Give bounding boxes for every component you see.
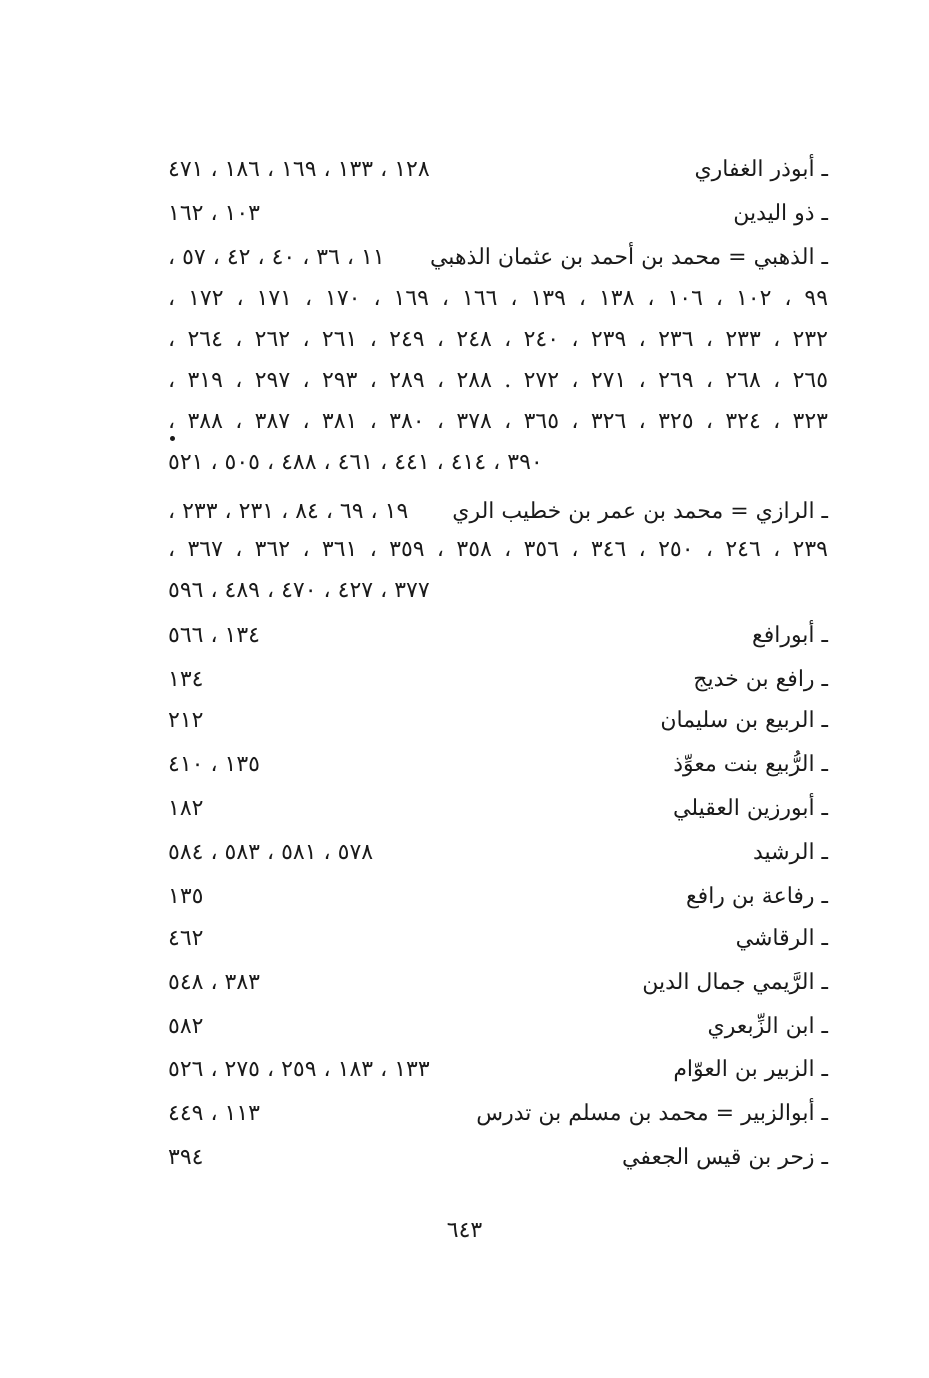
entry-name: ـ الرَّيمي جمال الدين [642, 970, 828, 995]
entry-name: ـ الرقاشي [735, 926, 828, 951]
index-entry [168, 660, 828, 700]
index-continuation [168, 443, 828, 483]
index-entry [168, 1094, 828, 1134]
entry-pages: ٣٨٣ ، ٥٤٨ [168, 970, 260, 995]
entry-pages: ٥٧٨ ، ٥٨١ ، ٥٨٣ ، ٥٨٤ [168, 840, 374, 865]
entry-pages-continued: ٢٦٥ ، ٢٦٨ ، ٢٦٩ ، ٢٧١ ، ٢٧٢ . ٢٨٨ ، ٢٨٩ ، ٢٩٣ ، ٢٩٧ ، ٣١٩ ، [168, 368, 829, 393]
index-entry [168, 492, 828, 532]
index-entry [168, 919, 828, 959]
index-entry [168, 701, 828, 741]
entry-pages: ١٠٣ ، ١٦٢ [168, 201, 260, 226]
index-entry [168, 616, 828, 656]
index-entry [168, 963, 828, 1003]
entry-pages: ١٢٨ ، ١٣٣ ، ١٦٩ ، ١٨٦ ، ٤٧١ [168, 157, 430, 182]
entry-pages: ١١ ، ٣٦ ، ٤٠ ، ٤٢ ، ٥٧ ، [168, 245, 385, 270]
entry-name: ـ زحر بن قيس الجعفي [622, 1145, 828, 1170]
index-continuation [168, 320, 828, 360]
entry-pages: ١٣٤ ، ٥٦٦ [168, 623, 260, 648]
entry-pages: ٢١٢ [168, 708, 204, 733]
entry-name: ـ ابن الزِّبعري [707, 1014, 828, 1039]
entry-pages-continued: ٩٩ ، ١٠٢ ، ١٠٦ ، ١٣٨ ، ١٣٩ ، ١٦٦ ، ١٦٩ ، ١٧٠ ، ١٧١ ، ١٧٢ ، [168, 286, 829, 311]
ink-dot [170, 436, 175, 441]
entry-pages: ٤٦٢ [168, 926, 204, 951]
index-entry [168, 150, 828, 190]
index-continuation [168, 361, 828, 401]
index-entry [168, 1138, 828, 1178]
index-entry [168, 877, 828, 917]
entry-pages-continued: ٣٧٧ ، ٤٢٧ ، ٤٧٠ ، ٤٨٩ ، ٥٩٦ [168, 578, 430, 603]
entry-pages: ١١٣ ، ٤٤٩ [168, 1101, 260, 1126]
index-entry [168, 1007, 828, 1047]
index-entry [168, 789, 828, 829]
index-continuation [168, 279, 828, 319]
entry-pages: ٥٨٢ [168, 1014, 204, 1039]
entry-pages-continued: ٣٢٣ ، ٣٢٤ ، ٣٢٥ ، ٣٢٦ ، ٣٦٥ ، ٣٧٨ ، ٣٨٠ ، ٣٨١ ، ٣٨٧ ، ٣٨٨ ، [168, 409, 828, 434]
entry-pages-continued: ٢٣٢ ، ٢٣٣ ، ٢٣٦ ، ٢٣٩ ، ٢٤٠ ، ٢٤٨ ، ٢٤٩ ، ٢٦١ ، ٢٦٢ ، ٢٦٤ ، [168, 327, 828, 352]
entry-name: ـ أبورزين العقيلي [673, 796, 828, 821]
index-entry [168, 833, 828, 873]
page-number: ٦٤٣ [446, 1218, 483, 1243]
entry-name: ـ رافع بن خديج [693, 667, 828, 692]
index-continuation [168, 402, 828, 442]
index-continuation [168, 571, 828, 611]
entry-name: ـ الزبير بن العوّام [673, 1057, 828, 1082]
entry-name: ـ الرازي = محمد بن عمر بن خطيب الري [452, 499, 828, 524]
entry-name: ـ أبورافع [751, 623, 828, 648]
entry-pages-continued: ٣٩٠ ، ٤١٤ ، ٤٤١ ، ٤٦١ ، ٤٨٨ ، ٥٠٥ ، ٥٢١ [168, 450, 543, 475]
entry-name: ـ الرشيد [752, 840, 828, 865]
entry-pages-continued: ٢٣٩ ، ٢٤٦ ، ٢٥٠ ، ٣٤٦ ، ٣٥٦ ، ٣٥٨ ، ٣٥٩ ، ٣٦١ ، ٣٦٢ ، ٣٦٧ ، [168, 537, 828, 562]
index-entry [168, 238, 828, 278]
entry-name: ـ أبوالزبير = محمد بن مسلم بن تدرس [476, 1101, 828, 1126]
entry-name: ـ الرُّبيع بنت معوِّذ [673, 752, 828, 777]
entry-pages: ١٣٥ ، ٤١٠ [168, 752, 260, 777]
entry-pages: ٣٩٤ [168, 1145, 204, 1170]
entry-name: ـ رفاعة بن رافع [685, 884, 828, 909]
entry-pages: ١٣٤ [168, 667, 204, 692]
index-entry [168, 745, 828, 785]
entry-name: ـ أبوذر الغفاري [694, 157, 828, 182]
entry-pages: ١٣٣ ، ١٨٣ ، ٢٥٩ ، ٢٧٥ ، ٥٢٦ [168, 1057, 430, 1082]
entry-pages: ١٩ ، ٦٩ ، ٨٤ ، ٢٣١ ، ٢٣٣ ، [168, 499, 409, 524]
entry-name: ـ ذو اليدين [733, 201, 828, 226]
index-entry [168, 1050, 828, 1090]
entry-pages: ١٣٥ [168, 884, 204, 909]
entry-name: ـ الربيع بن سليمان [660, 708, 828, 733]
entry-pages: ١٨٢ [168, 796, 204, 821]
entry-name: ـ الذهبي = محمد بن أحمد بن عثمان الذهبي [429, 245, 828, 270]
index-continuation [168, 530, 828, 570]
index-entry [168, 194, 828, 234]
